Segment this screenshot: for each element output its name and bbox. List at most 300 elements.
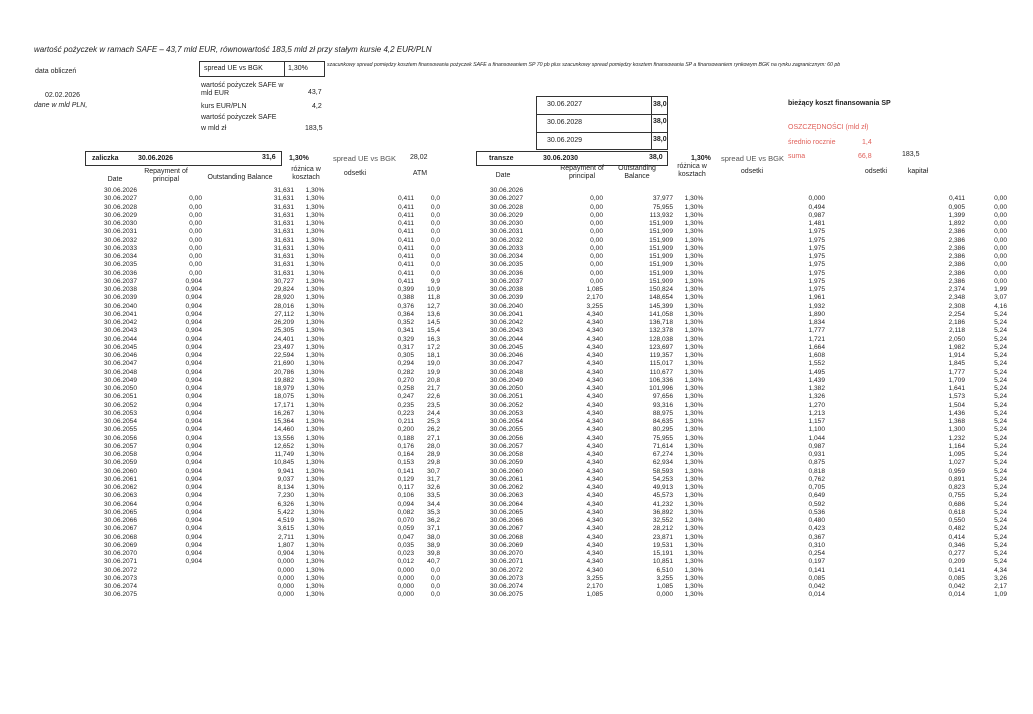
right-header-balance: Outstanding Balance (618, 165, 656, 180)
table-cell: 0,411 (948, 195, 965, 203)
table-row (490, 187, 1007, 195)
table-cell: 1,30% (305, 418, 325, 425)
table-cell: 0,411 (397, 195, 414, 203)
table-cell: 49,913 (652, 484, 673, 491)
table-cell: 0,247 (397, 393, 414, 401)
table-row (104, 385, 440, 393)
table-cell: 0,904 (185, 550, 202, 557)
table-row (490, 253, 1007, 261)
table-row (490, 352, 1007, 360)
table-cell: 1,044 (808, 434, 825, 442)
safe-pln-label-1: wartość pożyczek SAFE (201, 114, 277, 121)
document-title: wartość pożyczek w ramach SAFE – 43,7 mld EUR, równowartość 183,5 mld zł przy stałym kursie 4,2 EUR/PLN (34, 45, 432, 54)
table-cell: 10,845 (273, 459, 294, 467)
table-cell: 31,631 (273, 187, 294, 194)
table-cell: 1,975 (808, 253, 825, 260)
table-cell: 1,30% (305, 360, 325, 368)
table-cell: 67,274 (652, 451, 673, 458)
table-cell: 30.06.2063 (490, 492, 524, 500)
table-cell: 1,30% (684, 459, 704, 467)
table-row (104, 360, 440, 368)
table-cell: 30.06.2062 (490, 484, 524, 491)
table-cell: 1,30% (305, 583, 325, 590)
table-cell: 0,494 (808, 203, 825, 211)
table-row (490, 459, 1007, 467)
table-cell: 1,30% (684, 343, 704, 351)
table-cell: 0,480 (808, 517, 825, 524)
table-cell: 30.06.2061 (104, 475, 138, 483)
table-cell (548, 187, 603, 195)
avg-value: 1,4 (862, 139, 872, 146)
table-cell: 1,30% (305, 409, 325, 417)
table-cell: 0,904 (185, 360, 202, 368)
table-cell: 5,24 (994, 409, 1007, 417)
table-cell: 7,230 (277, 492, 294, 500)
table-cell: 5,24 (994, 484, 1007, 491)
table-row (490, 468, 1007, 476)
table-row (104, 550, 440, 558)
left-spread-pct: 1,30% (289, 155, 309, 162)
table-cell: 0,904 (185, 418, 202, 425)
table-cell: 30.06.2057 (104, 442, 138, 450)
table-cell: 5,24 (994, 335, 1007, 343)
table-cell: 0,550 (948, 517, 965, 524)
table-cell: 19,531 (652, 541, 673, 549)
table-cell: 30.06.2048 (490, 368, 524, 376)
table-cell: 0,012 (397, 558, 414, 566)
right-spread-pct: 1,30% (691, 155, 711, 162)
table-row (104, 459, 440, 467)
table-cell: 30.06.2075 (490, 591, 524, 599)
table-cell: 1,30% (305, 253, 325, 260)
right-type-box (476, 151, 668, 166)
table-cell: 5,24 (994, 310, 1007, 318)
table-row (104, 352, 440, 360)
table-cell: 0,00 (590, 211, 603, 219)
table-cell: 0,904 (185, 393, 202, 401)
table-cell: 0,00 (189, 244, 202, 252)
table-row (104, 418, 440, 426)
table-row (490, 410, 1007, 418)
table-cell: 0,00 (189, 236, 202, 244)
table-cell: 30.06.2049 (490, 376, 524, 384)
table-cell: 0,411 (397, 211, 414, 219)
table-cell: 1,30% (684, 277, 704, 285)
table-cell: 0,00 (994, 244, 1007, 252)
table-cell: 1,30% (305, 484, 325, 491)
spread-box (199, 61, 325, 77)
table-cell: 5,24 (994, 426, 1007, 434)
table-cell: 0,411 (397, 253, 414, 260)
table-cell: 1,439 (808, 376, 825, 384)
table-cell: 0,904 (185, 286, 202, 293)
table-cell: 1,30% (305, 211, 325, 219)
table-cell: 5,24 (994, 533, 1007, 541)
table-cell (336, 187, 414, 195)
table-cell: 30.06.2048 (104, 368, 138, 376)
table-cell: 30.06.2047 (490, 360, 524, 368)
table-cell (162, 567, 202, 575)
table-cell: 21,7 (427, 385, 440, 392)
table-cell: 31,631 (273, 203, 294, 211)
table-cell: 14,460 (273, 426, 294, 434)
table-cell: 28,212 (652, 525, 673, 533)
table-cell: 1,30% (305, 500, 325, 508)
table-cell: 0,000 (397, 583, 414, 590)
table-cell: 0,959 (948, 467, 965, 475)
table-cell: 0,00 (590, 269, 603, 277)
table-cell: 0,411 (397, 261, 414, 269)
table-cell: 0,00 (189, 261, 202, 269)
table-row (490, 294, 1007, 302)
table-cell: 30.06.2038 (490, 286, 524, 293)
table-cell: 1,30% (684, 327, 704, 335)
savings-label: OSZCZĘDNOŚCI (mld zł) (788, 124, 869, 131)
table-cell: 1,932 (808, 302, 825, 310)
table-row (490, 237, 1007, 245)
table-row (104, 468, 440, 476)
right-spread-label: spread UE vs BGK (721, 154, 784, 163)
table-cell: 0,904 (185, 492, 202, 500)
table-cell: 3,255 (586, 574, 603, 582)
table-cell: 1,30% (305, 187, 325, 194)
table-row (104, 501, 440, 509)
table-cell: 0,00 (189, 253, 202, 260)
table-cell: 30.06.2031 (104, 228, 138, 236)
table-row (104, 204, 440, 212)
table-cell: 2,050 (948, 335, 965, 343)
table-row (104, 451, 440, 459)
table-cell: 1,30% (684, 550, 704, 557)
table-cell: 0,00 (189, 203, 202, 211)
table-cell: 4,519 (277, 517, 294, 524)
left-header-repayment: Repayment of principal (144, 168, 188, 183)
table-cell: 30.06.2036 (490, 269, 524, 277)
table-row (104, 476, 440, 484)
table-row (490, 509, 1007, 517)
table-cell (162, 591, 202, 599)
table-cell: 5,24 (994, 442, 1007, 450)
table-cell: 30.06.2036 (104, 269, 138, 277)
table-cell: 0,294 (397, 360, 414, 368)
table-cell: 9,9 (430, 277, 440, 285)
table-cell: 6,326 (277, 500, 294, 508)
table-cell: 4,340 (586, 467, 603, 475)
table-cell: 0,014 (948, 591, 965, 599)
table-cell: 30.06.2072 (490, 566, 524, 574)
table-cell: 1,30% (305, 533, 325, 541)
table-cell: 2,170 (586, 294, 603, 302)
table-cell: 1,30% (305, 492, 325, 500)
table-cell: 0,904 (185, 467, 202, 475)
date-value: 02.02.2026 (45, 92, 81, 99)
table-cell: 0,904 (185, 343, 202, 351)
table-cell: 26,2 (427, 426, 440, 434)
table-cell: 1,30% (305, 451, 325, 458)
table-cell: 30.06.2063 (104, 492, 138, 500)
table-cell: 0,931 (808, 451, 825, 458)
table-cell: 0,000 (656, 591, 673, 599)
table-cell: 2,386 (948, 277, 965, 285)
table-cell: 0,818 (808, 467, 825, 475)
table-cell: 18,1 (427, 352, 440, 359)
table-cell: 0,000 (277, 591, 294, 599)
table-cell: 151,909 (649, 253, 673, 260)
table-cell: 0,0 (430, 574, 440, 582)
table-cell: 11,8 (427, 294, 440, 302)
table-cell: 30.06.2037 (104, 277, 138, 285)
table-cell: 15,364 (273, 418, 294, 425)
table-row (490, 303, 1007, 311)
table-row (490, 558, 1007, 566)
table-cell: 1,30% (684, 401, 704, 409)
table-row (490, 567, 1007, 575)
table-cell: 30.06.2044 (104, 335, 138, 343)
table-cell: 1,30% (305, 393, 325, 401)
table-cell: 1,30% (684, 211, 704, 219)
table-cell: 30.06.2043 (490, 327, 524, 335)
table-cell: 30.06.2056 (490, 434, 524, 442)
table-cell: 151,909 (649, 236, 673, 244)
table-cell: 30.06.2055 (490, 426, 524, 434)
table-row (104, 294, 440, 302)
table-cell: 4,340 (586, 418, 603, 425)
table-row (490, 245, 1007, 253)
table-cell: 93,316 (652, 401, 673, 409)
table-cell: 0,00 (590, 253, 603, 260)
table-cell: 1,085 (656, 583, 673, 590)
table-cell: 30.06.2067 (104, 525, 138, 533)
table-cell: 5,24 (994, 517, 1007, 524)
table-cell: 1,30% (684, 236, 704, 244)
table-cell: 1,30% (305, 261, 325, 269)
table-cell: 0,904 (185, 500, 202, 508)
table-cell: 2,711 (277, 533, 294, 541)
table-cell: 110,677 (649, 368, 673, 376)
table-cell: 0,176 (397, 442, 414, 450)
table-cell: 1,30% (305, 195, 325, 203)
table-cell: 39,8 (427, 550, 440, 557)
table-cell: 30.06.2046 (490, 352, 524, 359)
safe-eur-value: 43,7 (308, 89, 322, 96)
table-cell: 1,30% (684, 261, 704, 269)
table-cell: 0,188 (397, 434, 414, 442)
table-cell: 30.06.2053 (490, 409, 524, 417)
table-cell: 2,386 (948, 253, 965, 260)
table-cell: 0,141 (808, 566, 825, 574)
table-cell: 4,16 (994, 302, 1007, 310)
table-cell: 1,30% (684, 508, 704, 516)
table-cell: 30.06.2034 (490, 253, 524, 260)
table-cell: 0,904 (185, 533, 202, 541)
table-cell: 1,30% (684, 335, 704, 343)
table-cell: 4,340 (586, 558, 603, 566)
table-cell: 0,0 (430, 591, 440, 599)
table-cell: 0,0 (430, 228, 440, 236)
table-cell: 150,824 (649, 286, 673, 293)
table-cell: 0,00 (590, 228, 603, 236)
table-cell: 0,000 (277, 574, 294, 582)
table-cell: 0,0 (430, 269, 440, 277)
table-cell: 0,904 (185, 451, 202, 458)
table-cell: 35,3 (427, 508, 440, 516)
table-cell: 1,777 (808, 327, 825, 335)
left-type-box (85, 151, 282, 166)
table-cell: 13,6 (427, 310, 440, 318)
table-cell: 30.06.2034 (104, 253, 138, 260)
table-cell: 0,211 (397, 418, 414, 425)
table-cell: 31,631 (273, 228, 294, 236)
table-cell: 132,378 (649, 327, 673, 335)
table-cell: 30.06.2058 (490, 451, 524, 458)
table-cell: 0,904 (185, 385, 202, 392)
table-row (104, 517, 440, 525)
table-cell: 1,30% (305, 244, 325, 252)
table-cell: 30.06.2033 (490, 244, 524, 252)
table-cell (825, 187, 965, 195)
table-cell: 30.06.2055 (104, 426, 138, 434)
table-cell: 30.06.2058 (104, 451, 138, 458)
table-cell: 30.06.2066 (490, 517, 524, 524)
table-cell: 41,232 (652, 500, 673, 508)
table-cell: 1,30% (684, 442, 704, 450)
table-cell: 1,30% (684, 385, 704, 392)
table-cell: 0,891 (948, 475, 965, 483)
table-cell: 0,00 (189, 269, 202, 277)
table-cell: 0,000 (808, 195, 825, 203)
table-cell: 11,749 (274, 451, 294, 458)
table-cell: 1,30% (684, 517, 704, 524)
table-cell: 1,30% (305, 426, 325, 434)
table-cell: 0,164 (397, 451, 414, 458)
table-cell: 5,24 (994, 451, 1007, 458)
table-cell: 0,023 (397, 550, 414, 557)
table-cell: 30.06.2030 (104, 220, 138, 227)
table-cell: 0,904 (185, 376, 202, 384)
table-cell: 30.06.2051 (490, 393, 524, 401)
right-header-capital: kapitał (907, 168, 929, 175)
table-cell: 23,5 (427, 401, 440, 409)
table-cell: 1,30% (305, 467, 325, 475)
table-cell: 0,823 (948, 484, 965, 491)
table-cell: 1,30% (684, 319, 704, 326)
table-cell: 0,987 (808, 442, 825, 450)
table-cell: 5,24 (994, 492, 1007, 500)
table-cell: 0,411 (397, 269, 414, 277)
sum-value: 66,8 (858, 153, 872, 160)
table-cell: 21,690 (273, 360, 294, 368)
table-row (490, 476, 1007, 484)
table-cell: 4,340 (586, 426, 603, 434)
table-cell: 30.06.2061 (490, 475, 524, 483)
table-cell: 17,171 (273, 401, 294, 409)
table-cell: 115,017 (649, 360, 673, 368)
table-cell: 1,892 (948, 220, 965, 227)
table-cell: 151,909 (649, 269, 673, 277)
table-cell: 30.06.2027 (104, 195, 138, 203)
table-row (104, 435, 440, 443)
table-row (490, 435, 1007, 443)
safe-pln-value: 183,5 (305, 125, 323, 132)
table-cell: 1,30% (305, 508, 325, 516)
table-row (490, 278, 1007, 286)
table-cell: 30.06.2028 (490, 203, 524, 211)
table-cell: 5,24 (994, 467, 1007, 475)
table-row (104, 525, 440, 533)
table-cell: 30.06.2057 (490, 442, 524, 450)
table-cell: 0,235 (397, 401, 414, 409)
table-cell: 30.06.2040 (104, 302, 138, 310)
table-cell: 36,2 (427, 517, 440, 524)
table-cell: 4,340 (586, 310, 603, 318)
table-cell: 0,000 (397, 574, 414, 582)
table-cell: 5,24 (994, 558, 1007, 566)
table-cell: 1,961 (808, 294, 825, 302)
table-cell: 30.06.2039 (104, 294, 138, 302)
spread-note: szacunkowy spread pomiędzy kosztem finansowania pożyczek SAFE a finansowaniem SP 70 pb plus szacunkowy spread pomiędzy kosztem finansowania SP a finansowaniem rynkowym BGK na rynku zagranicznym: 60 pb (327, 62, 841, 68)
table-cell: 34,4 (427, 500, 440, 508)
table-cell: 1,30% (684, 294, 704, 302)
table-cell: 0,346 (948, 541, 965, 549)
safe-eur-label-2: mld EUR (201, 90, 230, 97)
table-cell: 30.06.2041 (490, 310, 524, 318)
table-cell: 4,340 (586, 385, 603, 392)
table-cell: 30.06.2052 (104, 401, 138, 409)
table-cell: 1,30% (305, 442, 325, 450)
table-cell: 9,941 (277, 467, 294, 475)
left-header-interest: odsetki (343, 170, 367, 177)
table-cell: 5,24 (994, 401, 1007, 409)
table-cell: 1,975 (808, 261, 825, 269)
table-cell: 5,24 (994, 368, 1007, 376)
table-cell: 0,000 (397, 566, 414, 574)
table-cell: 30.06.2032 (490, 236, 524, 244)
kurs-label: kurs EUR/PLN (201, 103, 247, 110)
left-header-date: Date (107, 176, 123, 183)
table-cell: 1,30% (305, 525, 325, 533)
table-cell: 28,920 (273, 294, 294, 302)
table-cell: 1,641 (948, 385, 965, 392)
table-cell: 1,709 (948, 376, 965, 384)
table-cell: 18,075 (273, 393, 294, 401)
table-cell: 32,6 (427, 484, 440, 491)
table-cell: 3,615 (277, 525, 294, 533)
kurs-value: 4,2 (312, 103, 322, 110)
table-cell: 62,934 (652, 459, 673, 467)
table-cell: 31,631 (273, 253, 294, 260)
table-cell: 1,975 (808, 277, 825, 285)
table-cell: 1,30% (684, 302, 704, 310)
table-cell: 1,834 (808, 319, 825, 326)
table-cell: 30.06.2044 (490, 335, 524, 343)
table-cell (603, 187, 673, 195)
table-row (104, 369, 440, 377)
table-cell: 1,30% (684, 484, 704, 491)
table-row (490, 286, 1007, 294)
table-cell: 31,631 (273, 269, 294, 277)
table-cell: 14,5 (427, 319, 440, 326)
table-cell: 1,30% (684, 541, 704, 549)
table-cell: 141,058 (649, 310, 673, 318)
table-cell: 0,00 (994, 277, 1007, 285)
table-cell: 30.06.2053 (104, 409, 138, 417)
table-cell: 0,905 (948, 203, 965, 211)
table-cell: 4,340 (586, 442, 603, 450)
table-cell: 36,892 (652, 508, 673, 516)
table-cell: 1,30% (305, 335, 325, 343)
table-cell: 1,777 (948, 368, 965, 376)
table-cell: 0,00 (994, 253, 1007, 260)
